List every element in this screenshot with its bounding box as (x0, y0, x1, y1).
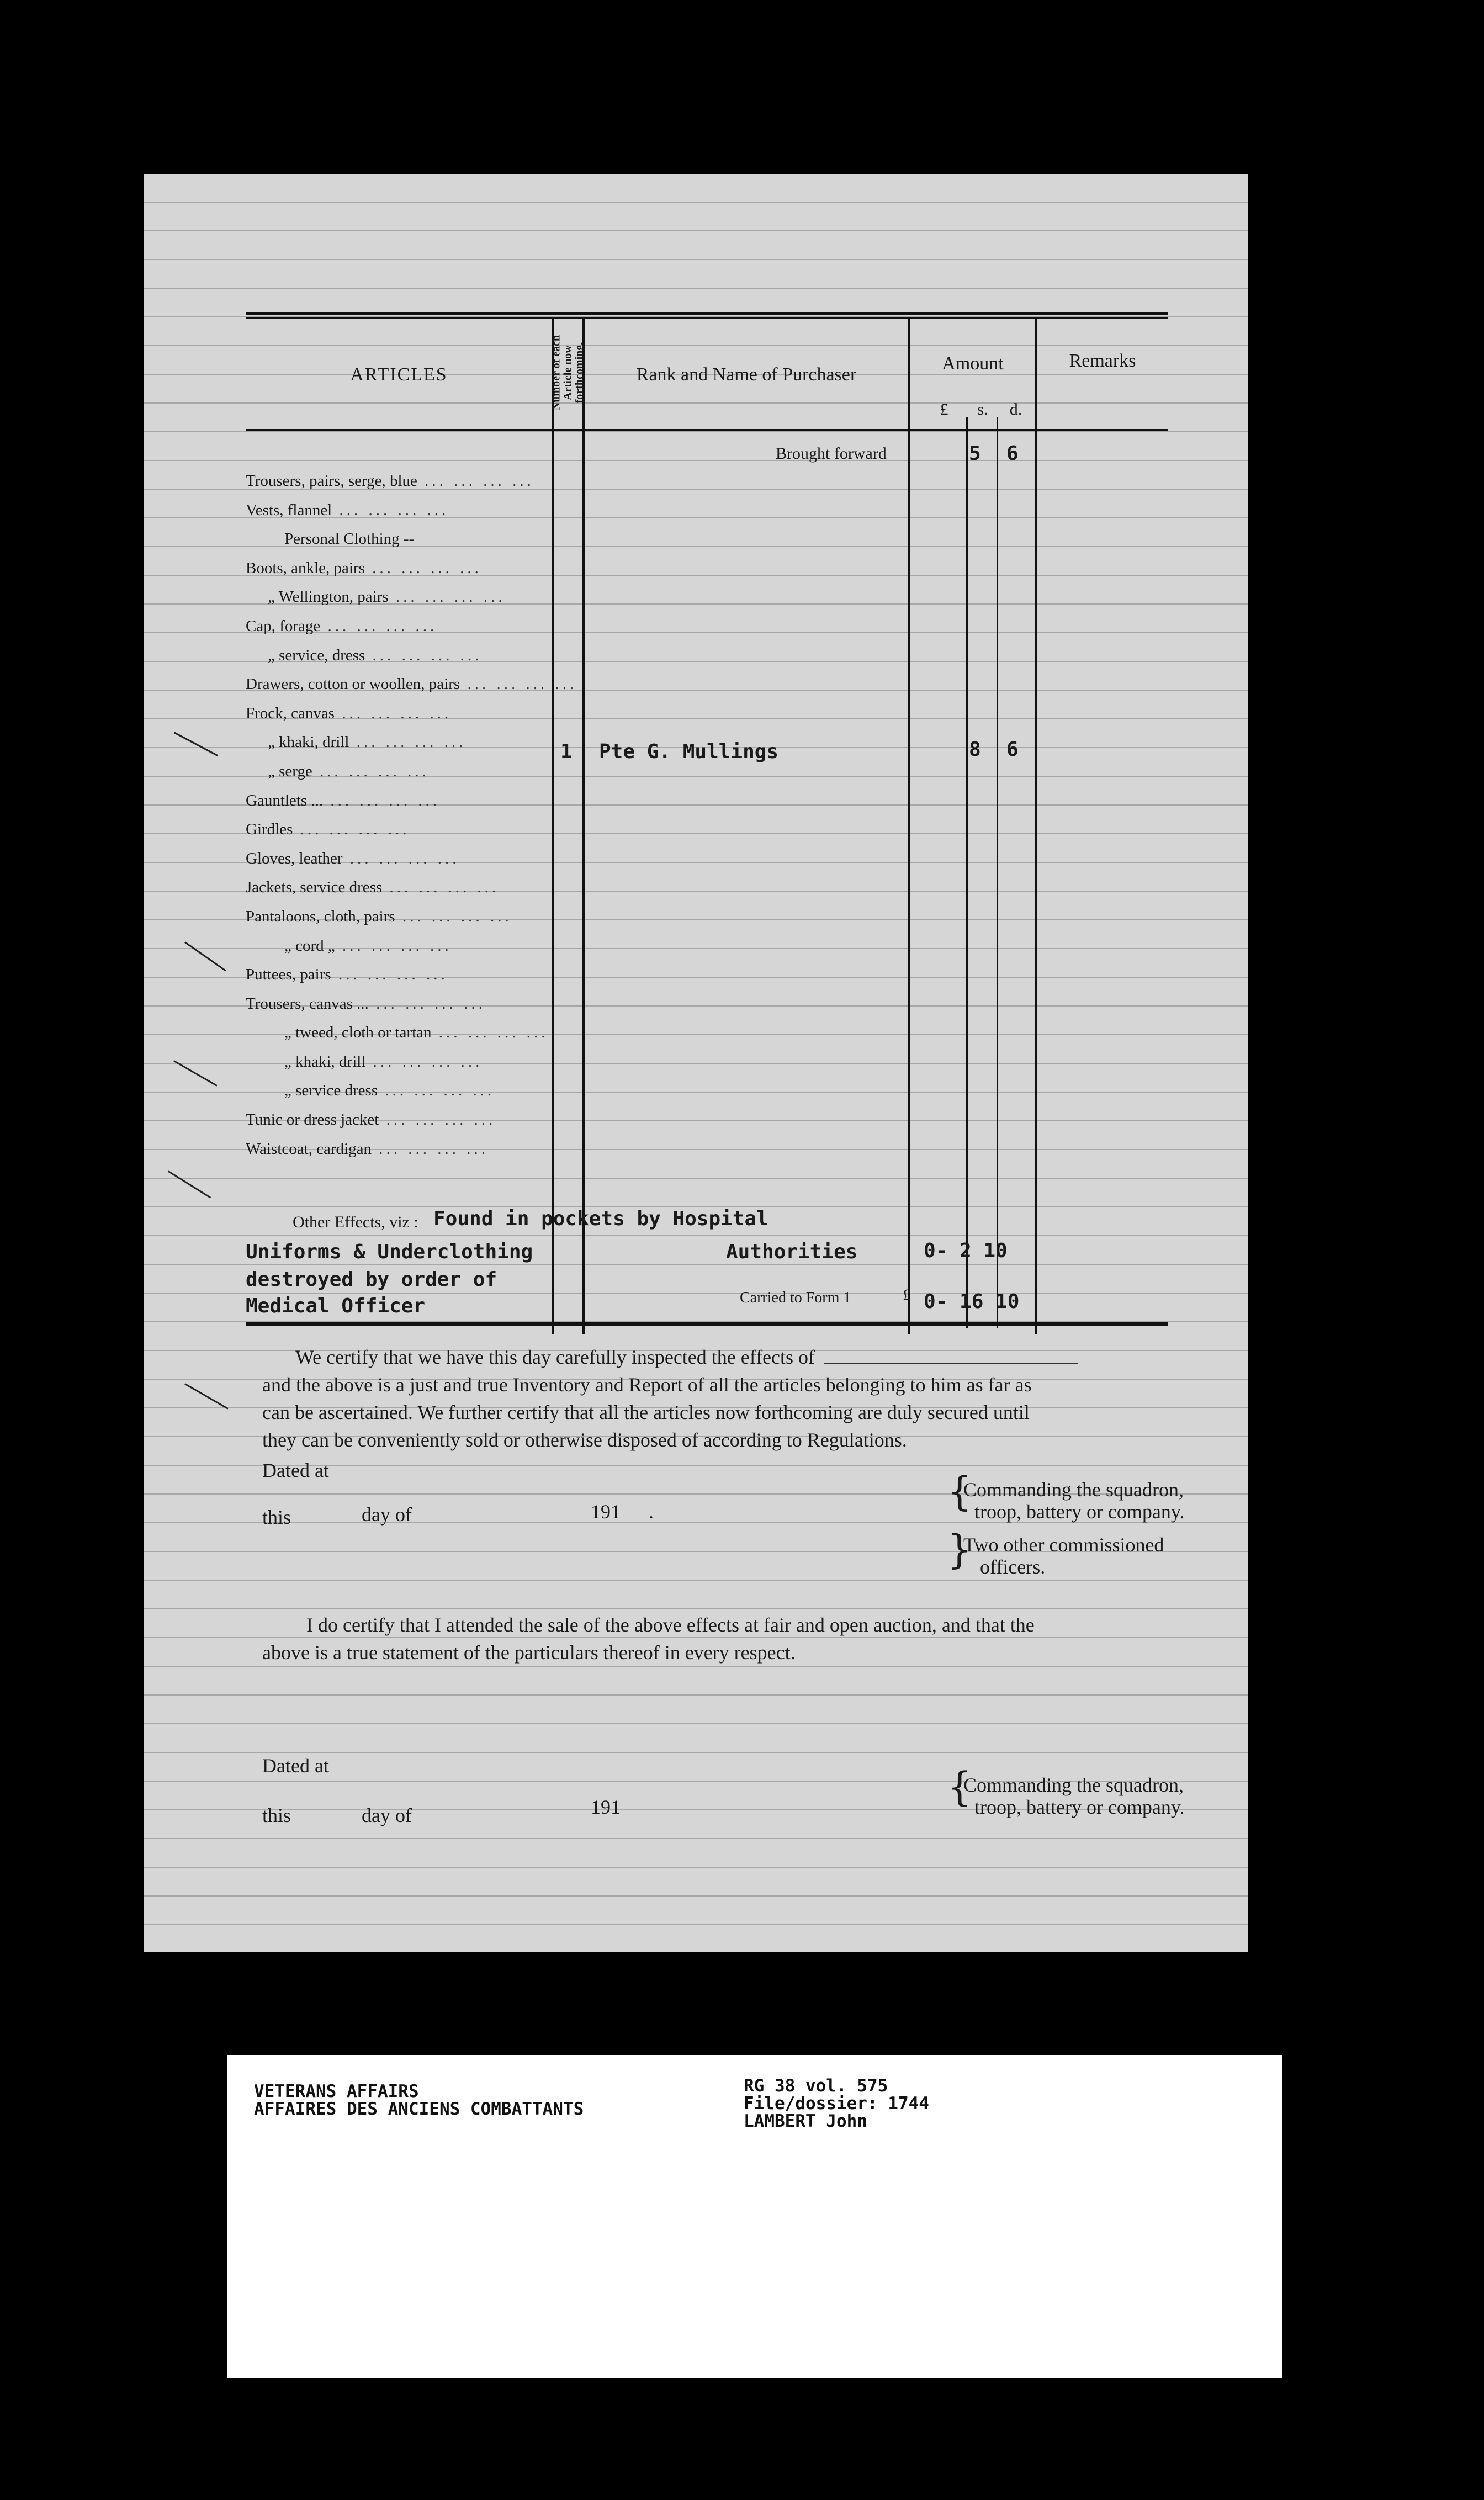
commanding-line-4: troop, battery or company. (974, 1796, 1185, 1818)
commanding-line-2: troop, battery or company. (974, 1501, 1185, 1523)
article-row: Gloves, leather ... ... ... ... (246, 849, 460, 867)
article-label: Pantaloons, cloth, pairs (246, 907, 395, 925)
article-label: Jackets, service dress (246, 878, 383, 897)
article-row: „ service dress ... ... ... ... (284, 1082, 495, 1100)
article-label: Cap, forage (246, 617, 321, 635)
article-row: Trousers, canvas ... ... ... ... ... (246, 994, 486, 1013)
article-label: „ service dress (284, 1082, 378, 1100)
article-row: Pantaloons, cloth, pairs ... ... ... ... (246, 907, 512, 925)
article-label: „ service, dress (268, 646, 365, 664)
article-row: Jackets, service dress ... ... ... ... (246, 878, 500, 897)
article-label: „ serge (268, 762, 312, 780)
article-row: Cap, forage ... ... ... ... (246, 617, 438, 635)
article-label: Drawers, cotton or woollen, pairs (246, 675, 460, 693)
amount-header: Amount (942, 353, 1004, 374)
article-row: „ tweed, cloth or tartan ... ... ... ... (284, 1024, 549, 1042)
certificate-line-1: We certify that we have this day carefully inspected the effects of (295, 1346, 815, 1368)
other-effects-line-2-right: Authorities (726, 1241, 858, 1263)
day-of-label: day of (362, 1503, 412, 1526)
brought-forward-shillings: 5 (969, 442, 981, 465)
remarks-header: Remarks (1069, 351, 1136, 371)
article-label: Trousers, pairs, serge, blue (246, 472, 417, 490)
brought-forward-label: Brought forward (776, 444, 887, 463)
article-row: Drawers, cotton or woollen, pairs ... ... ... ... (246, 675, 577, 693)
article-label: Puttees, pairs (246, 966, 331, 984)
article-row: „ khaki, drill ... ... ... ... (284, 1052, 483, 1071)
carried-label: Carried to Form 1 (740, 1289, 851, 1306)
article-label: „ khaki, drill (284, 1052, 366, 1071)
article-row: „ cord „ ... ... ... ... (284, 936, 452, 955)
pence-header: d. (1009, 400, 1022, 419)
purchaser-header: Rank and Name of Purchaser (636, 364, 857, 385)
article-label: „ khaki, drill (268, 733, 349, 751)
this-label: this (262, 1506, 292, 1528)
article-row: Boots, ankle, pairs ... ... ... ... (246, 559, 482, 577)
certificate-line-4: they can be conveniently sold or otherwise disposed of according to Regulations. (262, 1429, 907, 1451)
number-header-line-2: Article now (561, 345, 574, 400)
two-other-line-2: officers. (980, 1556, 1046, 1578)
document-page: ARTICLES Number of each Article now forthcoming. Rank and Name of Purchaser Amount £ s. d. Remarks Brought forward 5 6 Trousers, pairs, serge, blue ... ... ... ... Vests, flannel ... ... ... ... Personal Clothing -- Boots, ankle, pairs ... ... ... ... „ Wellington, pairs ... ... ... ... Cap, forage ... ... ... ... „ service, dress ... ... ... ... Drawers, cotton or woollen, pairs ... ... ... ... Frock, canvas ... ... ... ... „ khaki, drill ... ... ... ... „ serge ... ... ... ... Gauntlets ... ... ... ... ... Girdles ... ... ... ... Gloves, leather ... ... ... ... Jackets, service dress ... ... ... ... Pantaloons, cloth, pairs ... ... ... ... „ cord „ ... ... ... ... Puttees, pairs ... ... ... ... Trousers, canvas ... ... ... ... ... „ tweed, cloth or tartan ... ... ... ... „ khaki, drill ... ... ... ... „ service dress ... ... ... ... Tunic or dress jacket ... ... ... ... Waistcoat, cardigan ... ... ... ... 1 Pte G. Mullings 8 6 Other Effects, viz : Found in pockets by Hospital Uniforms & Underclothing Authorities 0- 2 10 destroyed by order of Medical Officer Carried to Form 1 £ 0- 16 10 We certify that we have this day carefully inspected the effects of and the above is a just and true Inventory and Report of all the articles belonging to him as far as can be ascertained. We further certify that all the articles now forthcoming are duly secured until they can be conveniently sold or otherwise disposed of according to Regulations. Dated at this day of 191 . { Commanding the squadron, troop, battery or company. } Two other commissioned officers. I do certify that I attended the sale of the above effects at fair and open auction, and that the above is a true statement of the particulars thereof in every respect. Dated at this day of 191 { Commanding the squadron, troop, battery or company. (144, 174, 1248, 1952)
article-label: Frock, canvas (246, 704, 335, 722)
brought-forward-pence: 6 (1006, 442, 1019, 465)
article-label: Girdles (246, 820, 293, 839)
other-effects-line-3: destroyed by order of (246, 1268, 497, 1291)
entry-pence: 6 (1006, 738, 1019, 761)
article-label: Gloves, leather (246, 849, 343, 867)
other-effects-line-2-left: Uniforms & Underclothing (246, 1241, 533, 1263)
article-row: Frock, canvas ... ... ... ... (246, 704, 452, 722)
article-row: „ khaki, drill ... ... ... ... (268, 733, 467, 751)
entry-shillings: 8 (969, 738, 981, 761)
archive-label-card (227, 2055, 1282, 2378)
article-label: Boots, ankle, pairs (246, 559, 365, 577)
other-effects-label: Other Effects, viz : (293, 1213, 418, 1231)
article-row: Tunic or dress jacket ... ... ... ... (246, 1111, 496, 1129)
other-effects-amount: 0- 2 10 (924, 1240, 1008, 1262)
auction-line-1: I do certify that I attended the sale of the above effects at fair and open auction, and that the (306, 1614, 1035, 1636)
carried-amount: 0- 16 10 (924, 1290, 1020, 1313)
article-row: Gauntlets ... ... ... ... ... (246, 791, 441, 809)
article-row: Trousers, pairs, serge, blue ... ... ... ... (246, 472, 534, 490)
article-row: „ serge ... ... ... ... (268, 762, 430, 780)
day-of-label-2: day of (362, 1804, 412, 1826)
two-other-line-1: Two other commissioned (963, 1534, 1164, 1556)
shilling-header: s. (977, 400, 988, 419)
articles-header: ARTICLES (350, 364, 448, 385)
article-row: „ Wellington, pairs ... ... ... ... (268, 588, 506, 606)
article-label: Gauntlets ... (246, 791, 324, 809)
commanding-line-3: Commanding the squadron, (963, 1774, 1184, 1796)
article-label: Personal Clothing -- (284, 530, 415, 548)
article-label: Tunic or dress jacket (246, 1111, 379, 1129)
year-label-2: 191 (591, 1796, 621, 1818)
article-label: Vests, flannel (246, 501, 332, 519)
article-row (246, 525, 555, 554)
commanding-line-1: Commanding the squadron, (963, 1479, 1184, 1501)
label-right-line-3: LAMBERT John (744, 2111, 867, 2131)
label-left-line-1: VETERANS AFFAIRS (254, 2081, 419, 2101)
dated-at-label: Dated at (262, 1459, 329, 1481)
pound-header: £ (940, 400, 948, 419)
other-effects-line-4: Medical Officer (246, 1295, 426, 1317)
article-row: Puttees, pairs ... ... ... ... (246, 966, 448, 984)
carried-pound-sign: £ (903, 1286, 911, 1304)
article-row: Vests, flannel ... ... ... ... (246, 501, 449, 519)
article-row: „ service, dress ... ... ... ... (268, 646, 483, 664)
articles-list (246, 467, 577, 1163)
year-label: 191 (591, 1501, 621, 1523)
number-header-line-1: Number of each (550, 335, 563, 411)
article-row: Waistcoat, cardigan ... ... ... ... (246, 1140, 489, 1158)
article-label: Waistcoat, cardigan (246, 1140, 372, 1158)
certificate-line-2: and the above is a just and true Inventory and Report of all the articles belonging to him as far as (262, 1374, 1032, 1396)
label-left-line-2: AFFAIRES DES ANCIENS COMBATTANTS (254, 2099, 584, 2119)
auction-line-2: above is a true statement of the particulars thereof in every respect. (262, 1641, 796, 1664)
article-label: „ Wellington, pairs (268, 588, 389, 606)
article-label: „ tweed, cloth or tartan (284, 1024, 432, 1042)
label-right-line-2: File/dossier: 1744 (744, 2094, 929, 2114)
article-label: Trousers, canvas ... (246, 994, 369, 1013)
entry-purchaser: Pte G. Mullings (599, 740, 779, 763)
entry-number: 1 (560, 740, 573, 763)
dated-at-label-2: Dated at (262, 1755, 329, 1777)
article-row: Girdles ... ... ... ... (246, 820, 410, 839)
inventory-table (246, 312, 1168, 1328)
number-header-line-3: forthcoming. (573, 342, 586, 404)
article-label: „ cord „ (284, 936, 335, 955)
certificate-line-3: can be ascertained. We further certify that all the articles now forthcoming are duly secured until (262, 1401, 1030, 1423)
number-forthcoming-header (552, 323, 584, 422)
label-right-line-1: RG 38 vol. 575 (744, 2076, 888, 2096)
this-label-2: this (262, 1804, 292, 1826)
other-effects-line-1: Found in pockets by Hospital (433, 1207, 768, 1230)
